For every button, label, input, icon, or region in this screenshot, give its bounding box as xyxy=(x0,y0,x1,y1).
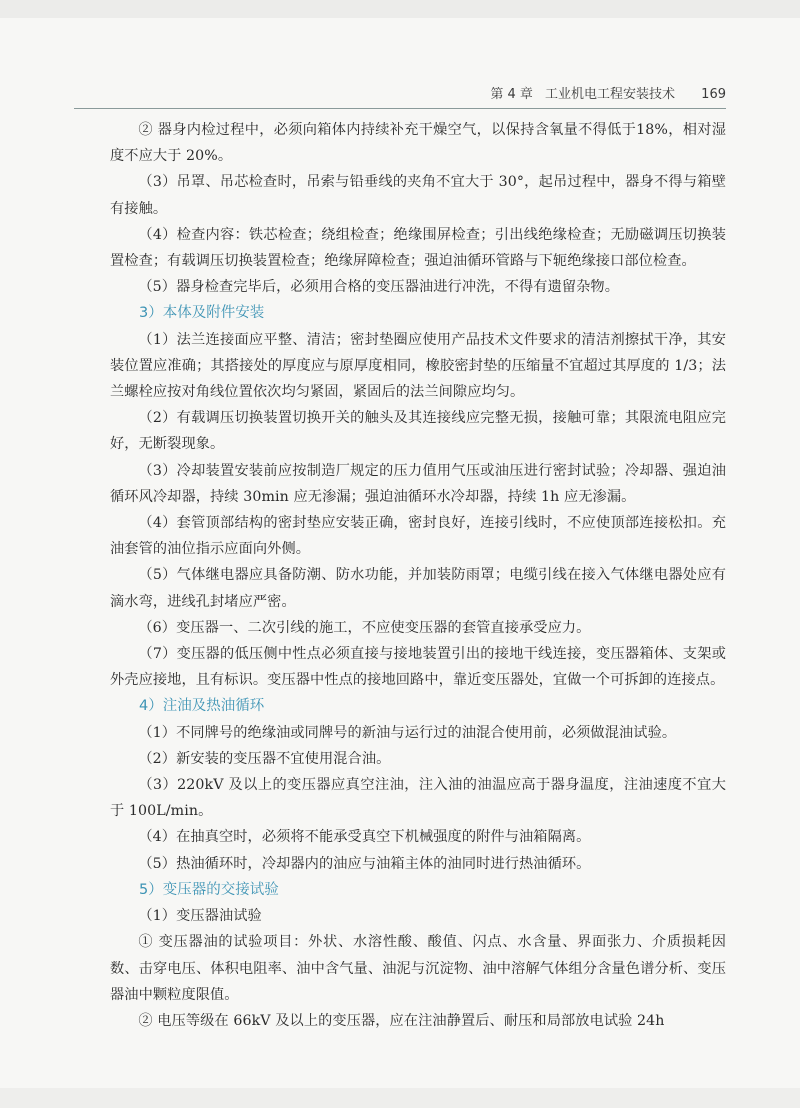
section-heading: 4）注油及热油循环 xyxy=(139,698,265,715)
page-number: 169 xyxy=(701,87,726,102)
paragraph: （3）冷却装置安装前应按制造厂规定的压力值用气压或油压进行密封试验；冷却器、强迫油循环风冷却器，持续 30min 应无渗漏；强迫油循环水冷却器，持续 1h 应无渗漏。 xyxy=(110,462,726,505)
running-header xyxy=(74,84,726,109)
section-heading: 5）变压器的交接试验 xyxy=(139,881,279,898)
paragraph: （1）法兰连接面应平整、清洁；密封垫圈应使用产品技术文件要求的清洁剂擦拭干净，其安装位置应准确；其搭接处的厚度应与原厚度相同，橡胶密封垫的压缩量不宜超过其厚度的 1/3；法兰螺栓应按对角线位置依次均匀紧固，紧固后的法兰间隙应均匀。 xyxy=(110,331,726,401)
paragraph: （7）变压器的低压侧中性点必须直接与接地装置引出的接地干线连接，变压器箱体、支架或外壳应接地，且有标识。变压器中性点的接地回路中，靠近变压器处，宜做一个可拆卸的连接点。 xyxy=(110,646,726,689)
page-body xyxy=(110,117,726,1034)
header-chapter: 第 4 章 xyxy=(490,87,533,102)
paragraph: （2）新安装的变压器不宜使用混合油。 xyxy=(138,750,391,767)
header-title: 工业机电工程安装技术 xyxy=(545,87,676,102)
paragraph: （2）有载调压切换装置切换开关的触头及其连接线应完整无损，接触可靠；其限流电阻应完好，无断裂现象。 xyxy=(110,410,726,453)
paragraph: （1）不同牌号的绝缘油或同牌号的新油与运行过的油混合使用前，必须做混油试验。 xyxy=(138,724,677,741)
paragraph: （4）套管顶部结构的密封垫应安装正确，密封良好，连接引线时，不应使顶部连接松扣。充油套管的油位指示应面向外侧。 xyxy=(110,515,726,558)
paragraph: （1）变压器油试验 xyxy=(138,908,262,925)
paragraph: （5）气体继电器应具备防潮、防水功能，并加装防雨罩；电缆引线在接入气体继电器处应有滴水弯，进线孔封堵应严密。 xyxy=(110,567,726,610)
section-heading: 3）本体及附件安装 xyxy=(139,305,265,322)
paragraph: （4）检查内容：铁芯检查；绕组检查；绝缘围屏检查；引出线绝缘检查；无励磁调压切换装置检查；有载调压切换装置检查；绝缘屏障检查；强迫油循环管路与下轭绝缘接口部位检查。 xyxy=(110,226,726,270)
paragraph: （3）220kV 及以上的变压器应真空注油，注入油的油温应高于器身温度，注油速度不宜大于 100L/min。 xyxy=(110,777,726,820)
scan-top-edge xyxy=(0,0,800,18)
paragraph: （6）变压器一、二次引线的施工，不应使变压器的套管直接承受应力。 xyxy=(138,619,591,636)
paragraph: ① 变压器油的试验项目：外状、水溶性酸、酸值、闪点、水含量、界面张力、介质损耗因数、击穿电压、体积电阻率、油中含气量、油泥与沉淀物、油中溶解气体组分含量色谱分析、变压器油中颗粒度限值。 xyxy=(110,934,726,1003)
paragraph: ② 器身内检过程中，必须向箱体内持续补充干燥空气，以保持含氧量不得低于18%，相对湿度不应大于 20%。 xyxy=(110,122,726,165)
paragraph: （5）器身检查完毕后，必须用合格的变压器油进行冲洗，不得有遗留杂物。 xyxy=(138,279,620,296)
scan-bottom-edge xyxy=(0,1088,800,1108)
paragraph: （4）在抽真空时，必须将不能承受真空下机械强度的附件与油箱隔离。 xyxy=(138,829,591,846)
paragraph: （5）热油循环时，冷却器内的油应与油箱主体的油同时进行热油循环。 xyxy=(138,855,591,872)
paragraph: （3）吊罩、吊芯检查时，吊索与铅垂线的夹角不宜大于 30°，起吊过程中，器身不得与箱壁有接触。 xyxy=(110,174,726,217)
paragraph: ② 电压等级在 66kV 及以上的变压器，应在注油静置后、耐压和局部放电试验 24h xyxy=(138,1012,665,1029)
